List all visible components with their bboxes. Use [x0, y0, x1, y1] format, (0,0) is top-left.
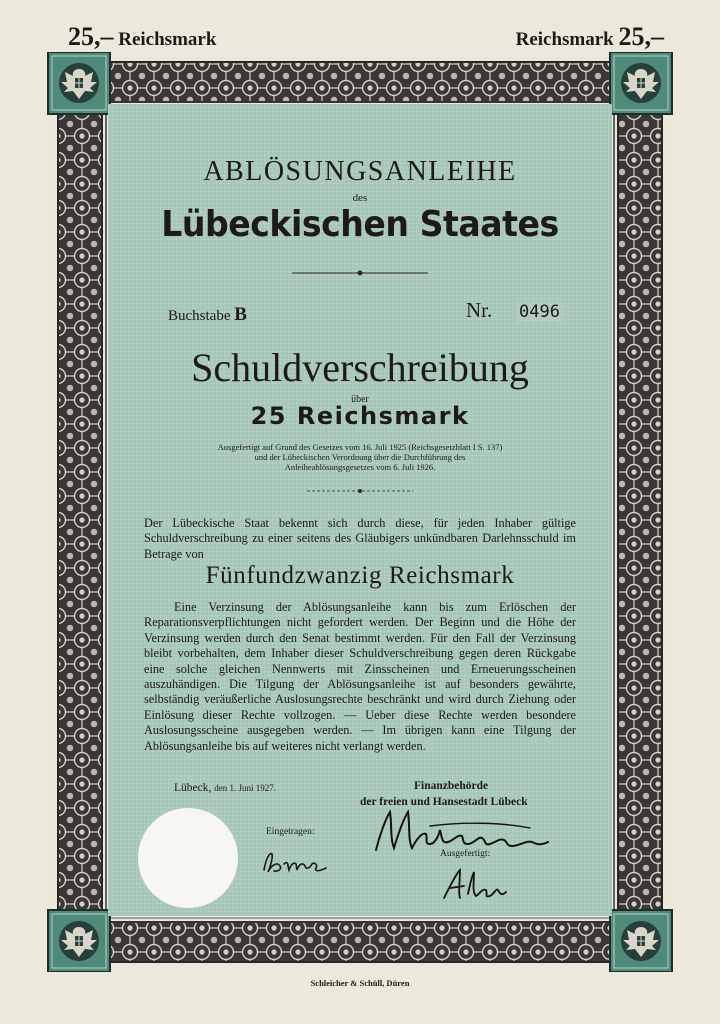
- amount-in-words: Fünfundzwanzig Reichsmark: [205, 562, 515, 589]
- eagle-crest-icon: [48, 52, 110, 114]
- series-letter: [168, 304, 247, 326]
- serial-number-label: Nr.: [466, 298, 493, 322]
- seal-blank-circle: [138, 808, 238, 908]
- printer-imprint: Schleicher & Schüll, Düren: [310, 978, 410, 988]
- place-and-date: [174, 782, 276, 794]
- ornamental-divider: [307, 488, 413, 494]
- place: Lübeck,: [174, 782, 212, 794]
- corner-denomination-top-left: [68, 22, 216, 52]
- certificate-panel: [108, 104, 612, 916]
- series-letter-value: B: [234, 304, 247, 325]
- body-paragraph-2: Eine Verzinsung der Ablösungsanleihe kann bis zum Erlöschen der Reparationsverpflichtungen nicht gefordert werden. Der Beginn und die Höhe der Verzinsung werden durch den Senat bestimmt werden. Für den Fall der Verzinsung bleibt vorbehalten, dem Inhaber dieser Schuldverschreibung gegen deren Rückgabe eine solche gleichen Nennwerts mit Zinsscheinen und Erneuerungsscheinen auszuhändigen. Die Tilgung der Ablösungsanleihe ist auf besonders gewährte, selbständig veräußerliche Auslosungsrechte beschränkt und wird durch Ziehung oder Einlösung dieser Rechte vollzogen. — Ueber diese Rechte werden besondere Auslosungsscheine ausgegeben werden. — Im übrigen kann eine Tilgung der Ablösungsanleihe bis auf weiteres nicht verlangt werden.: [144, 600, 576, 753]
- ornamental-divider: [292, 270, 428, 276]
- registered-label: Eingetragen:: [266, 827, 315, 837]
- corner-amount: 25,–: [618, 22, 664, 51]
- corner-denomination-top-right: [516, 22, 664, 52]
- title-connector: des: [352, 192, 368, 204]
- signature-registered: [260, 844, 330, 880]
- title-line-1: ABLÖSUNGSANLEIHE: [203, 156, 517, 187]
- eagle-crest-icon: [610, 910, 672, 972]
- issued-label: Ausgefertigt:: [440, 849, 491, 859]
- title-line-2: Lübeckischen Staates: [161, 204, 559, 245]
- legal-basis-line: und der Lübeckischen Verordnung über die Durchführung des: [254, 452, 466, 462]
- date: den 1. Juni 1927.: [214, 783, 276, 793]
- series-letter-label: Buchstabe: [168, 308, 231, 324]
- legal-basis-line: Ausgefertigt auf Grund des Gesetzes vom 16. Juli 1925 (Reichsgesetzblatt I S. 137): [217, 442, 503, 452]
- over-connector: über: [351, 394, 369, 405]
- corner-currency: Reichsmark: [118, 29, 217, 50]
- eagle-crest-icon: [610, 52, 672, 114]
- signature-issued: [438, 864, 508, 906]
- document-type: Schuldverschreibung: [191, 345, 529, 390]
- serial-number-value: 0496: [516, 302, 563, 322]
- legal-basis-line: Anleiheablösungsgesetzes vom 6. Juli 1926.: [284, 462, 436, 472]
- corner-currency: Reichsmark: [515, 29, 614, 50]
- body-paragraph-1: Der Lübeckische Staat bekennt sich durch diese, für jeden Inhaber gültige Schuldverschreibung zu einer seitens des Gläubigers unkündbaren Darlehnsschuld im Betrage von: [144, 516, 576, 561]
- eagle-crest-icon: [48, 910, 110, 972]
- issuing-authority-line-1: Finanzbehörde: [414, 780, 489, 792]
- amount-heading: 25 Reichsmark: [250, 402, 470, 430]
- corner-amount: 25,–: [68, 22, 114, 51]
- issuing-authority-line-2: der freien und Hansestadt Lübeck: [360, 796, 528, 808]
